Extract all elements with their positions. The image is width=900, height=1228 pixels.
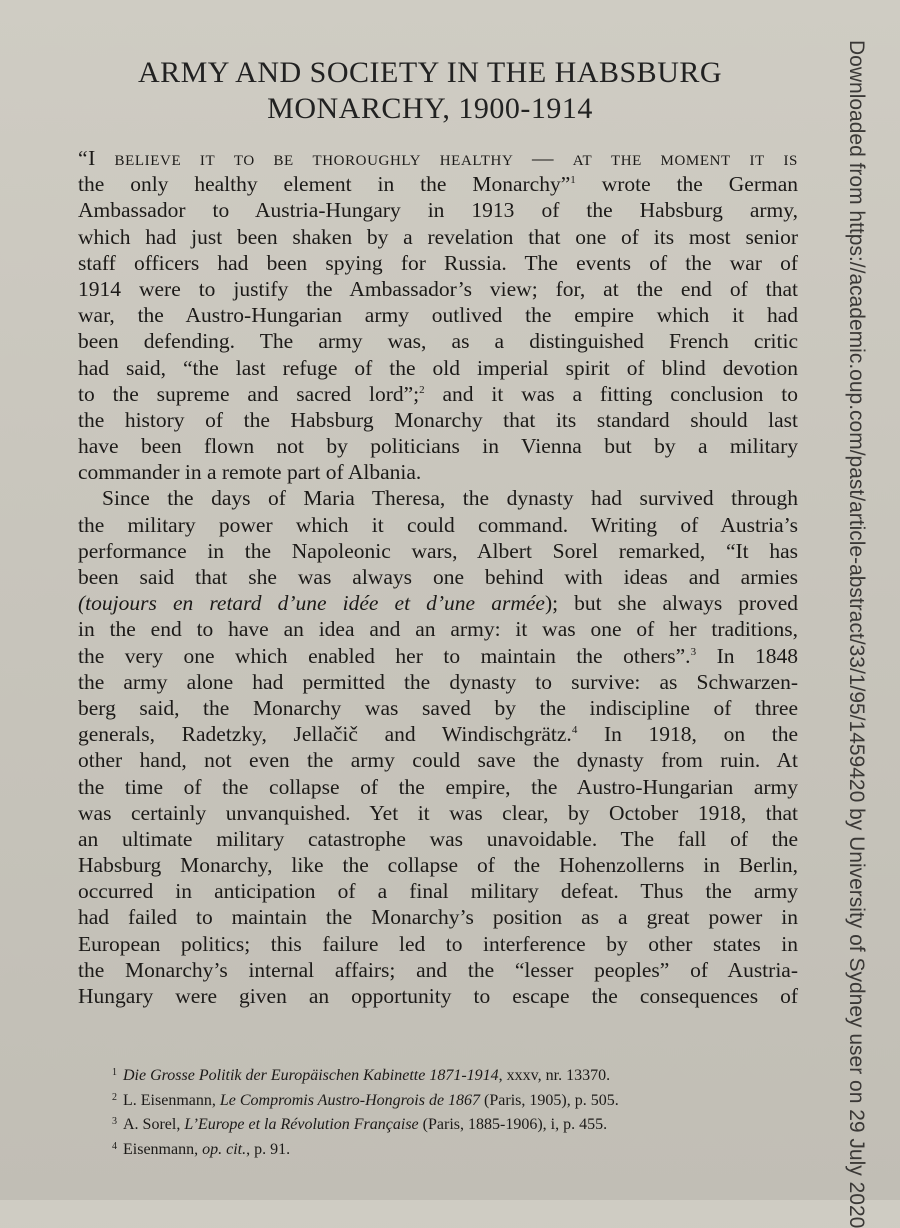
body-line: performance in the Napoleonic wars, Albert Sorel remarked, “It has xyxy=(78,538,798,563)
text-run: ); but she always proved xyxy=(544,591,799,616)
body-line: berg said, the Monarchy was saved by the indiscipline of three xyxy=(78,695,798,720)
body-line xyxy=(78,590,798,616)
body-line xyxy=(78,381,798,407)
body-line: occurred in anticipation of a final military defeat. Thus the army xyxy=(78,879,798,904)
text-run: (Paris, 1885-1906), i, p. 455. xyxy=(418,1116,608,1133)
footnote-ref: 4 xyxy=(571,724,578,737)
italic-title: Die Grosse Politik der Europäischen Kabinette 1871-1914 xyxy=(123,1067,499,1084)
body-line: staff officers had been spying for Russia. The events of the war of xyxy=(78,250,798,275)
footnote-ref: 3 xyxy=(690,645,697,658)
body-line: which had just been shaken by a revelation that one of its most senior xyxy=(78,224,798,249)
text-run: the only healthy element in the Monarchy” xyxy=(78,172,571,197)
body-line: had failed to maintain the Monarchy’s position as a great power in xyxy=(78,905,798,930)
footnote-ref: 2 xyxy=(419,383,425,396)
text-run: to the supreme and sacred lord”; xyxy=(78,381,420,406)
text-run: In 1848 xyxy=(696,643,798,668)
body-line: been defending. The army was, as a distinguished French critic xyxy=(78,329,798,354)
text-run: A. Sorel, xyxy=(123,1116,185,1133)
body-line: Since the days of Maria Theresa, the dynasty had survived through xyxy=(102,486,798,511)
text-run: , xxxv, nr. 13370. xyxy=(498,1067,611,1084)
body-line: have been flown not by politicians in Vienna but by a military xyxy=(78,434,798,459)
article-title xyxy=(60,55,800,127)
body-line: commander in a remote part of Albania. xyxy=(78,460,422,485)
title-line-2: MONARCHY, 1900-1914 xyxy=(267,92,593,125)
text-run: and it was a fitting conclusion to xyxy=(424,381,798,406)
italic-phrase: (toujours en retard d’une idée et d’une armée xyxy=(78,591,545,616)
body-line: the history of the Habsburg Monarchy that its standard should last xyxy=(78,407,798,432)
text-run: Eisenmann, xyxy=(123,1140,203,1158)
body-line: Ambassador to Austria-Hungary in 1913 of the Habsburg army, xyxy=(78,198,798,223)
footnote-3 xyxy=(112,1111,802,1136)
footnote-mark: 3 xyxy=(112,1116,117,1127)
footnote-4 xyxy=(112,1136,802,1161)
italic-title: op. cit. xyxy=(202,1140,247,1158)
footnote-2 xyxy=(112,1087,802,1112)
body-line: had said, “the last refuge of the old imperial spirit of blind devotion xyxy=(78,355,798,380)
text-run: generals, Radetzky, Jellačič and Windischgrätz. xyxy=(78,722,572,747)
body-line: was certainly unvanquished. Yet it was clear, by October 1918, that xyxy=(78,800,798,825)
download-watermark: Downloaded from https://academic.oup.com/past/article-abstract/33/1/95/1459420 by University of Sydney user on 29 July 2020 xyxy=(845,40,868,1228)
footnote-mark: 4 xyxy=(112,1140,117,1152)
body-line: the time of the collapse of the empire, the Austro-Hungarian army xyxy=(78,774,798,799)
body-line xyxy=(78,171,798,197)
article-body xyxy=(78,145,798,1009)
body-line: in the end to have an idea and an army: it was one of her traditions, xyxy=(78,617,798,642)
body-line: an ultimate military catastrophe was unavoidable. The fall of the xyxy=(78,826,798,851)
footnote-mark: 2 xyxy=(112,1091,117,1103)
text-run: , p. 91. xyxy=(246,1140,291,1158)
title-line-1: ARMY AND SOCIETY IN THE HABSBURG xyxy=(137,56,723,89)
footnote-ref: 1 xyxy=(570,174,576,187)
footnote-1 xyxy=(112,1062,802,1087)
body-line: other hand, not even the army could save the dynasty from ruin. At xyxy=(78,748,798,773)
italic-title: Le Compromis Austro-Hongrois de 1867 xyxy=(219,1091,481,1109)
text-run: wrote the German xyxy=(575,172,799,197)
body-line: war, the Austro-Hungarian army outlived the empire which it had xyxy=(78,303,798,328)
footnotes xyxy=(112,1062,802,1160)
footnote-mark: 1 xyxy=(112,1067,117,1078)
body-line: “I believe it to be thoroughly healthy — at the moment it is xyxy=(78,146,798,170)
text-run: L. Eisenmann, xyxy=(123,1091,220,1109)
body-line: been said that she was always one behind with ideas and armies xyxy=(78,565,798,589)
body-line: 1914 were to justify the Ambassador’s view; for, at the end of that xyxy=(78,276,798,301)
body-line: the military power which it could command. Writing of Austria’s xyxy=(78,512,798,537)
text-run: the very one which enabled her to maintain the others”. xyxy=(78,643,691,668)
text-run: (Paris, 1905), p. 505. xyxy=(480,1091,619,1109)
text-run: In 1918, on the xyxy=(577,722,798,747)
body-line: European politics; this failure led to interference by other states in xyxy=(78,931,798,956)
body-line xyxy=(78,721,798,747)
body-line xyxy=(78,643,798,669)
body-line: the Monarchy’s internal affairs; and the “lesser peoples” of Austria- xyxy=(78,957,798,982)
italic-title: L’Europe et la Révolution Française xyxy=(184,1116,419,1133)
body-line: Habsburg Monarchy, like the collapse of the Hohenzollerns in Berlin, xyxy=(78,853,798,878)
body-line: Hungary were given an opportunity to escape the consequences of xyxy=(78,984,798,1008)
body-line: the army alone had permitted the dynasty to survive: as Schwarzen- xyxy=(78,669,798,694)
